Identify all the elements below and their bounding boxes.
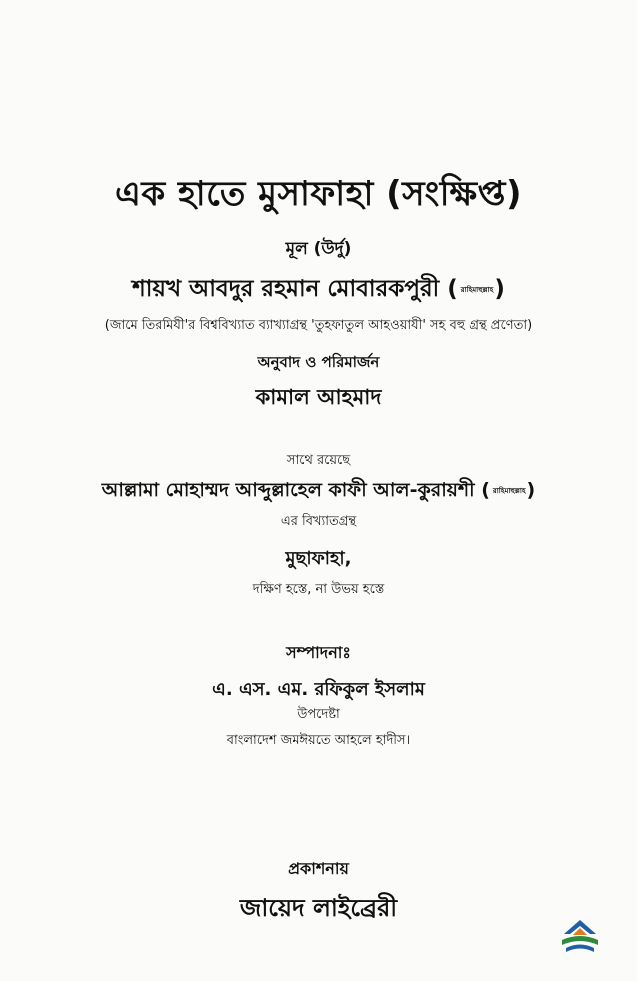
scholar-honorific: রাহিমাহুল্লাহ — [492, 486, 526, 495]
editor-organization: বাংলাদেশ জমঈয়তে আহলে হাদীস। — [226, 733, 411, 748]
included-book-subtitle: দক্ষিণ হস্তে, না উভয় হস্তে — [252, 582, 385, 597]
book-title: এক হাতে মুসাফাহা (সংক্ষিপ্ত) — [114, 174, 523, 214]
book-house-logo-icon — [556, 918, 604, 958]
also-included-label: সাথে রয়েছে — [286, 453, 351, 468]
included-book-title: মুছাফাহা, — [285, 548, 352, 569]
original-language-label: মূল (উর্দু) — [285, 239, 352, 259]
author-name: শায়খ আবদুর রহমান মোবারকপুরী — [132, 276, 440, 302]
editor-role: উপদেষ্টা — [297, 707, 340, 722]
author-description: (জামে তিরমিযী'র বিশ্ববিখ্যাত ব্যাখ্যাগ্রন্থ 'তুহফাতুল আহওয়াযী' সহ বহু গ্রন্থ প্রণেতা) — [104, 318, 533, 333]
publisher-name: জায়েদ লাইব্রেরী — [239, 894, 398, 922]
scholar-name: আল্লামা মোহাম্মদ আব্দুল্লাহেল কাফী আল-কুরায়শী — [101, 479, 475, 501]
scholar-line: আল্লামা মোহাম্মদ আব্দুল্লাহেল কাফী আল-কুরায়শী ( রাহিমাহুল্লাহ) — [101, 479, 536, 501]
publishing-label: প্রকাশনায় — [288, 859, 349, 878]
editing-label: সম্পাদনাঃ — [286, 643, 351, 662]
author-line: শায়খ আবদুর রহমান মোবারকপুরী ( রাহিমাহুল্লাহ) — [132, 276, 505, 302]
translator-name: কামাল আহমাদ — [255, 385, 382, 409]
translation-label: অনুবাদ ও পরিমার্জন — [257, 353, 380, 371]
author-honorific: রাহিমাহুল্লাহ — [460, 285, 494, 294]
famous-book-label: এর বিখ্যাতগ্রন্থ — [280, 514, 357, 529]
editor-name: এ. এস. এম. রফিকুল ইসলাম — [212, 679, 425, 700]
